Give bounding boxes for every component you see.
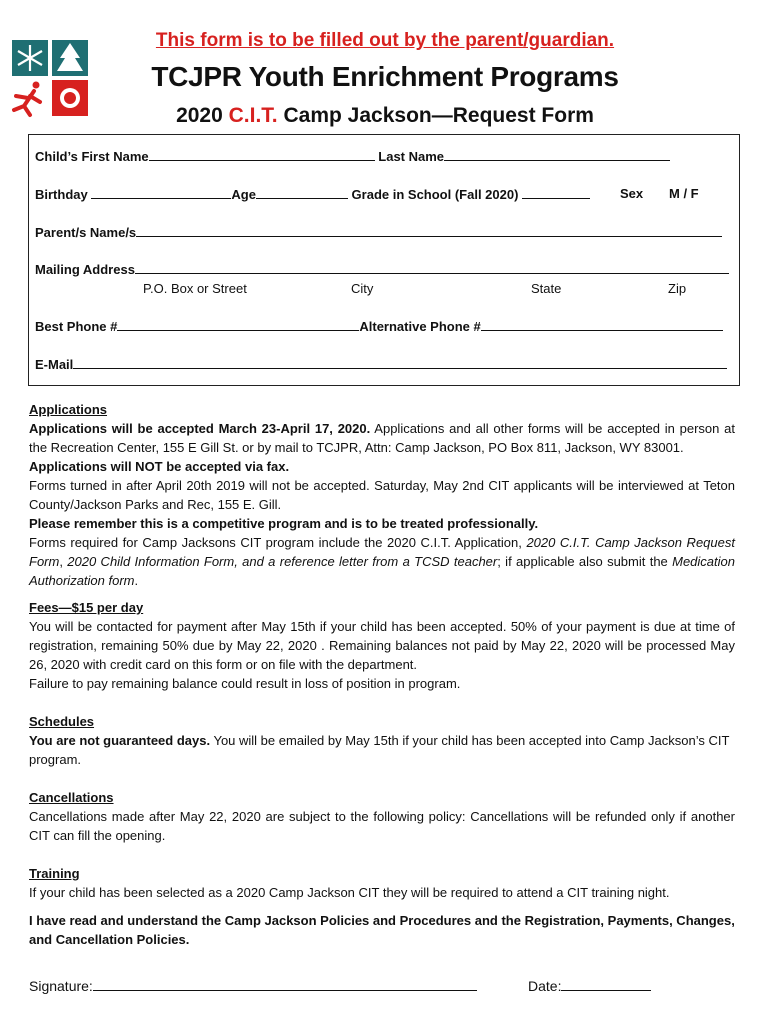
applications-heading: Applications [29, 402, 108, 417]
address-city-hint: City [351, 281, 374, 296]
child-info-box [28, 134, 740, 386]
form-medication: Medication Authorization form [29, 554, 735, 588]
address-state-hint: State [531, 281, 562, 296]
date-row [528, 978, 651, 994]
last-name-field[interactable] [444, 148, 670, 161]
fees-warning: Failure to pay remaining balance could result in loss of position in program. [29, 676, 461, 691]
alt-phone-label: Alternative Phone # [359, 319, 481, 334]
signature-row [29, 978, 477, 994]
best-phone-label: Best Phone # [35, 319, 118, 334]
phone-row [35, 318, 723, 334]
applications-text: Applications and all other forms will be accepted in person at the Recreation Center, 155 E Gill St. or by mail to TCJPR, Attn: Camp Jackson, PO Box 811, Jackson, WY 83001. [29, 421, 735, 455]
age-field[interactable] [256, 186, 348, 199]
age-label: Age [231, 187, 256, 202]
email-row [35, 356, 727, 372]
applications-section [29, 400, 735, 590]
subtitle-rest: Camp Jackson—Request Form [277, 104, 594, 127]
first-name-row [35, 148, 670, 164]
cancellations-heading: Cancellations [29, 790, 114, 805]
applications-deadline: Forms turned in after April 20th 2019 will not be accepted. Saturday, May 2nd CIT applicants will be interviewed at Teton County/Jackson Parks and Rec, 155 E. Gill. [29, 478, 735, 512]
sex-label: Sex [620, 186, 644, 201]
forms-required: Forms required for Camp Jacksons CIT program include the 2020 C.I.T. Application, [29, 535, 527, 550]
first-name-label: Child’s First Name [35, 149, 149, 164]
page-title: TCJPR Youth Enrichment Programs [151, 61, 619, 92]
date-label: Date: [528, 978, 562, 994]
birthday-label: Birthday [35, 187, 88, 202]
cancellations-section [29, 788, 735, 845]
fees-section [29, 598, 735, 693]
fees-text: You will be contacted for payment after May 15th if your child has been accepted. 50% of your payment is due at time of registration, remaining 50% due by May 22, 2020 . Remaining balances not paid by May 22, 2020 will be processed May 26, 2020 with credit card on this form or on file with the department. [29, 619, 735, 672]
address-zip-hint: Zip [668, 281, 687, 296]
schedules-bold: You are not guaranteed days. [29, 733, 211, 748]
cancellations-text: Cancellations made after May 22, 2020 are subject to the following policy: Cancellations will be refunded only if another CIT can fill the opening. [29, 809, 735, 843]
training-heading: Training [29, 866, 80, 881]
signature-field[interactable] [93, 978, 477, 991]
training-section [29, 864, 735, 902]
grade-label: Grade in School (Fall 2020) [351, 187, 519, 202]
training-text: If your child has been selected as a 2020 Camp Jackson CIT they will be required to attend a CIT training night. [29, 885, 670, 900]
applications-dates: Applications will be accepted March 23-April 17, 2020. [29, 421, 371, 436]
address-street-hint: P.O. Box or Street [143, 281, 247, 296]
parents-row [35, 224, 722, 240]
subtitle-year: 2020 [176, 104, 229, 127]
email-field[interactable] [73, 356, 727, 369]
address-field[interactable] [135, 261, 729, 274]
email-label: E-Mail [35, 357, 74, 372]
birthday-row [35, 186, 590, 202]
agreement-statement: I have read and understand the Camp Jackson Policies and Procedures and the Registration, Payments, Changes, and Cancellation Policies. [29, 913, 735, 947]
parents-field[interactable] [136, 224, 722, 237]
period: . [134, 573, 139, 588]
address-row [35, 261, 729, 277]
alt-phone-field[interactable] [481, 318, 723, 331]
fees-heading: Fees—$15 per day [29, 600, 144, 615]
date-field[interactable] [561, 978, 651, 991]
forms-submit: ; if applicable also submit the [497, 554, 673, 569]
applications-competitive: Please remember this is a competitive program and is to be treated professionally. [29, 516, 539, 531]
signature-label: Signature: [29, 978, 93, 994]
schedules-text: You will be emailed by May 15th if your child has been accepted into Camp Jackson’s CIT program. [29, 733, 730, 767]
subtitle-cit: C.I.T. [228, 104, 278, 127]
parents-label: Parent/s Name/s [35, 225, 137, 240]
form-subtitle [0, 104, 770, 128]
schedules-heading: Schedules [29, 714, 95, 729]
best-phone-field[interactable] [117, 318, 359, 331]
schedules-section [29, 712, 735, 769]
notice: This form is to be filled out by the parent/guardian. [155, 30, 615, 51]
form-request: 2020 C.I.T. Camp Jackson Request Form [29, 535, 735, 569]
last-name-label: Last Name [378, 149, 445, 164]
birthday-field[interactable] [91, 186, 231, 199]
address-label: Mailing Address [35, 262, 135, 277]
grade-field[interactable] [522, 186, 590, 199]
sex-options[interactable]: M / F [669, 186, 699, 201]
applications-no-fax: Applications will NOT be accepted via fax. [29, 459, 290, 474]
first-name-field[interactable] [149, 148, 375, 161]
form-child-info: 2020 Child Information Form, and a reference letter from a TCSD teacher [67, 554, 498, 569]
sep: , [59, 554, 68, 569]
